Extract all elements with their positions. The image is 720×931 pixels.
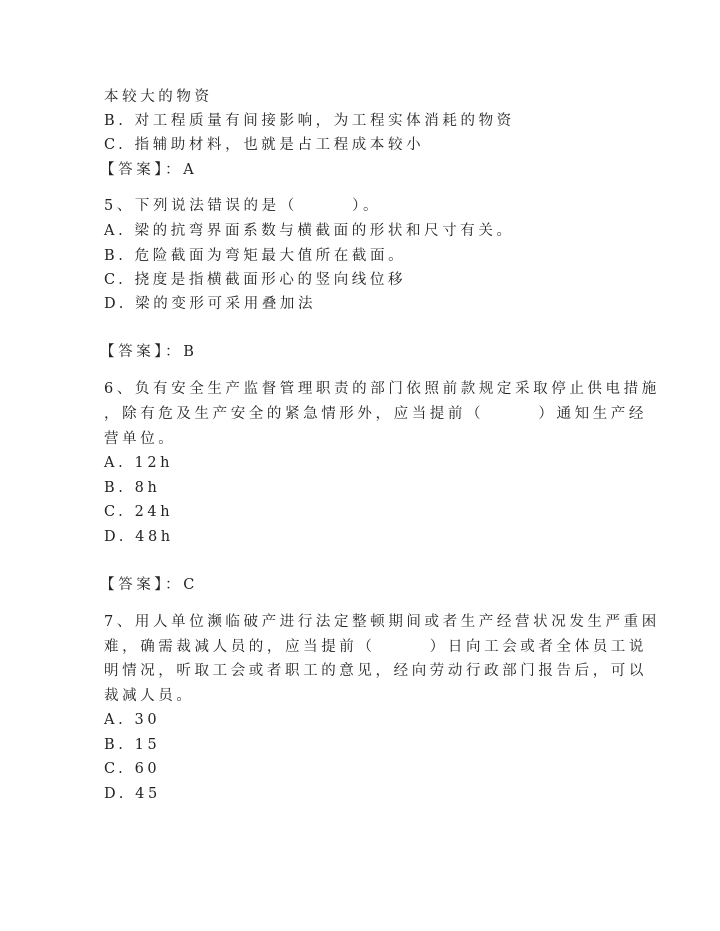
option-b: B. 对工程质量有间接影响，为工程实体消耗的物资 xyxy=(104,113,515,129)
question-stem: 难，确需裁减人员的，应当提前（ ）日向工会或者全体员工说 xyxy=(104,639,647,655)
option-a: A. 30 xyxy=(104,712,161,728)
question-stem: 5、下列说法错误的是（ ）。 xyxy=(104,198,382,214)
option-c: C. 60 xyxy=(104,761,161,777)
option-a: A. 12h xyxy=(104,455,174,471)
answer: 【答案】：C xyxy=(100,577,198,593)
question-stem: ，除有危及生产安全的紧急情形外，应当提前（ ）通知生产经 xyxy=(104,406,647,422)
question-stem: 6、负有安全生产监督管理职责的部门依照前款规定采取停止供电措施 xyxy=(104,381,660,397)
option-c: C. 24h xyxy=(104,504,174,520)
option-c: C. 指辅助材料，也就是占工程成本较小 xyxy=(104,137,425,153)
question-stem: 7、用人单位濒临破产进行法定整顿期间或者生产经营状况发生严重困 xyxy=(104,614,660,630)
option-d: D. 48h xyxy=(104,529,174,545)
option-b: B. 15 xyxy=(104,737,161,753)
answer: 【答案】：B xyxy=(100,344,198,360)
question-stem: 裁减人员。 xyxy=(104,688,195,704)
option-b: B. 危险截面为弯矩最大值所在截面。 xyxy=(104,248,407,264)
option-c: C. 挠度是指横截面形心的竖向线位移 xyxy=(104,272,407,288)
question-text: 本较大的物资 xyxy=(104,89,213,105)
option-d: D. 梁的变形可采用叠加法 xyxy=(104,296,317,312)
question-stem: 明情况，听取工会或者职工的意见，经向劳动行政部门报告后，可以 xyxy=(104,663,647,679)
option-a: A. 梁的抗弯界面系数与横截面的形状和尺寸有关。 xyxy=(104,223,515,239)
answer: 【答案】：A xyxy=(100,162,198,178)
question-stem: 营单位。 xyxy=(104,431,177,447)
option-b: B. 8h xyxy=(104,480,161,496)
option-d: D. 45 xyxy=(104,786,161,802)
